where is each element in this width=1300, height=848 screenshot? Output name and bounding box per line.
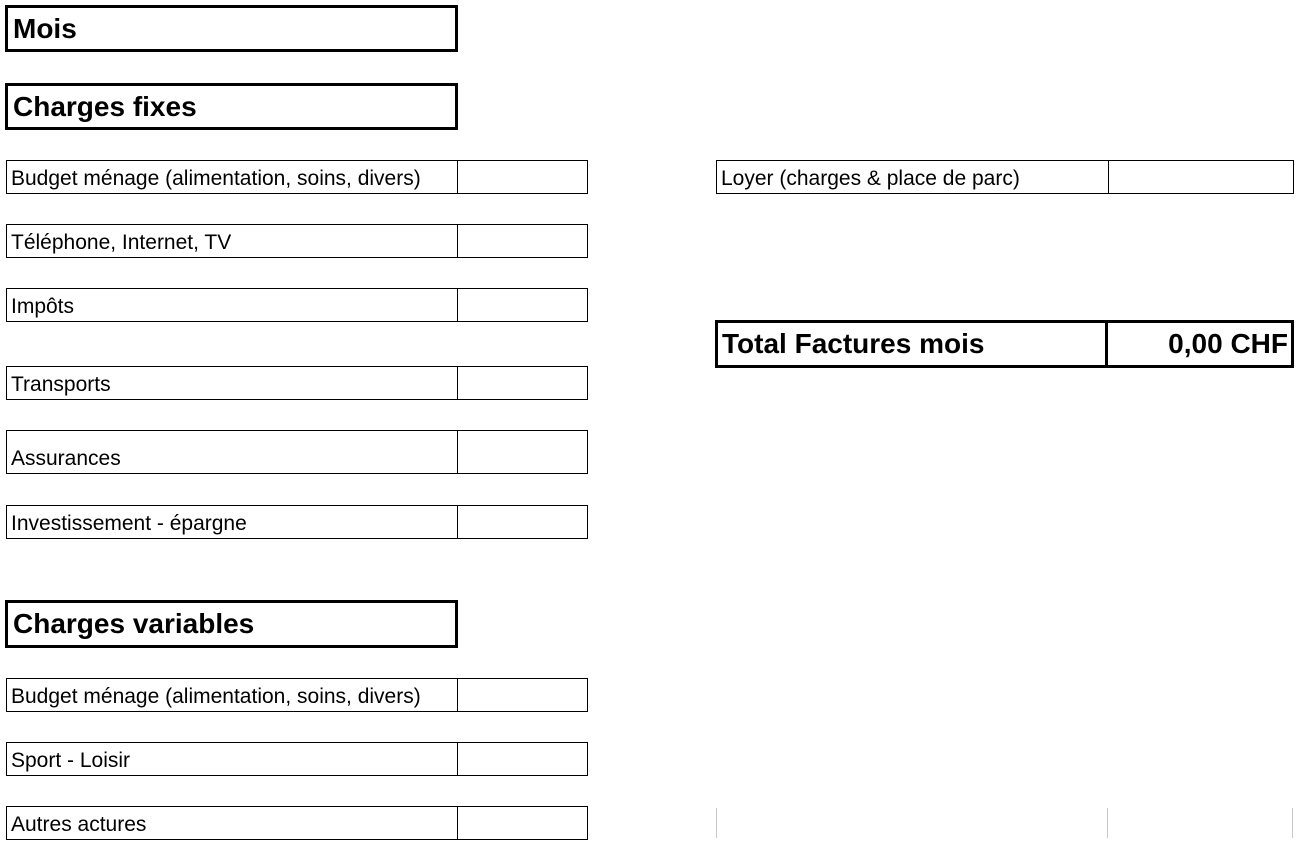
gridline: [1292, 808, 1293, 838]
fixed-charges-title-text: Charges fixes: [13, 90, 197, 122]
fixed-row-value-cell[interactable]: [458, 161, 587, 193]
variable-row-household: [6, 678, 588, 712]
fixed-row-label: Téléphone, Internet, TV: [7, 225, 458, 257]
rent-value-cell[interactable]: [1109, 161, 1293, 193]
fixed-row-taxes: [6, 288, 588, 322]
fixed-row-savings: [6, 505, 588, 539]
month-title: [5, 5, 458, 52]
variable-charges-title-text: Charges variables: [13, 608, 255, 639]
fixed-row-transport: [6, 366, 588, 400]
variable-row-value-cell[interactable]: [458, 679, 587, 711]
total-invoices-label: Total Factures mois: [718, 323, 1108, 365]
fixed-row-value-cell[interactable]: [458, 431, 587, 473]
month-title-text: Mois: [13, 12, 77, 44]
total-invoices-value: 0,00 CHF: [1168, 328, 1288, 359]
variable-row-sport: [6, 742, 588, 776]
variable-row-label: Sport - Loisir: [7, 743, 458, 775]
variable-row-other: [6, 806, 588, 840]
variable-charges-title: [5, 600, 458, 648]
gridline: [1107, 808, 1108, 838]
variable-row-label: Autres actures: [7, 807, 458, 839]
fixed-row-label: Transports: [7, 367, 458, 399]
fixed-row-label: Impôts: [7, 289, 458, 321]
fixed-row-value-cell[interactable]: [458, 289, 587, 321]
fixed-row-insurance: [6, 430, 588, 474]
fixed-row-value-cell[interactable]: [458, 506, 587, 538]
gridline: [716, 808, 717, 838]
fixed-row-value-cell[interactable]: [458, 225, 587, 257]
fixed-row-label: Budget ménage (alimentation, soins, divers): [7, 161, 458, 193]
fixed-row-value-cell[interactable]: [458, 367, 587, 399]
fixed-row-label: Investissement - épargne: [7, 506, 458, 538]
variable-row-value-cell[interactable]: [458, 807, 587, 839]
rent-row: [716, 160, 1294, 194]
rent-label: Loyer (charges & place de parc): [717, 161, 1109, 193]
fixed-row-label: Assurances: [7, 431, 458, 473]
variable-row-value-cell[interactable]: [458, 743, 587, 775]
fixed-row-household: [6, 160, 588, 194]
fixed-row-phone: [6, 224, 588, 258]
fixed-charges-title: [5, 83, 458, 130]
total-invoices-row: [715, 320, 1294, 368]
variable-row-label: Budget ménage (alimentation, soins, divers): [7, 679, 458, 711]
